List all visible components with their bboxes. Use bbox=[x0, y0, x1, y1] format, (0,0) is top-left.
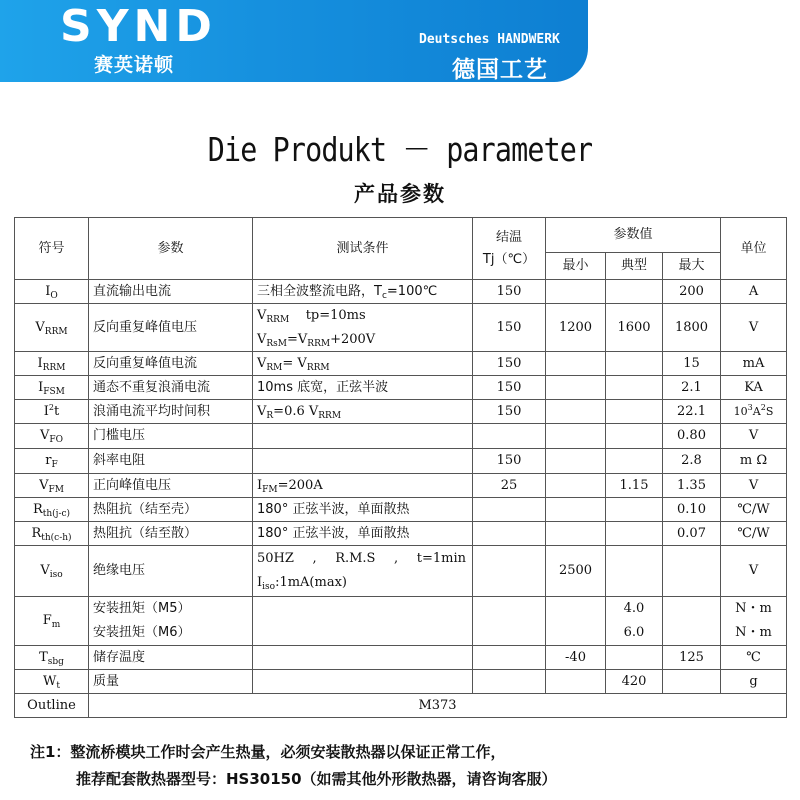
cell-min bbox=[546, 670, 606, 694]
page-title: Die Produkt － parameter bbox=[207, 130, 593, 169]
cell-tj bbox=[473, 498, 546, 522]
cell-min bbox=[546, 400, 606, 424]
tagline: Deutsches HANDWERK bbox=[419, 32, 560, 47]
cell-typ bbox=[606, 376, 663, 400]
table-row bbox=[15, 376, 787, 400]
table-row bbox=[15, 670, 787, 694]
cell-condition: $V_{RM}= V_{RRM}$ bbox=[253, 352, 473, 376]
cell-max: 1800 bbox=[663, 304, 721, 352]
cell-typ: 420 bbox=[606, 670, 663, 694]
cell-symbol: $V_{FM}$ bbox=[15, 474, 89, 498]
cell-min bbox=[546, 449, 606, 474]
cell-param: 热阻抗（结至散） bbox=[89, 522, 253, 546]
cell-param: 反向重复峰值电压 bbox=[89, 304, 253, 352]
cell-unit: N・m bbox=[721, 621, 787, 646]
cell-symbol: $V_{RRM}$ bbox=[15, 304, 89, 352]
cell-typ bbox=[606, 352, 663, 376]
cell-min: -40 bbox=[546, 646, 606, 670]
cell-min bbox=[546, 498, 606, 522]
cell-min bbox=[546, 474, 606, 498]
cell-symbol: $I_O$ bbox=[15, 280, 89, 304]
cell-tj bbox=[473, 522, 546, 546]
cell-unit: N・m bbox=[721, 597, 787, 621]
cell-unit: mA bbox=[721, 352, 787, 376]
cell-condition bbox=[253, 597, 473, 646]
cell-typ bbox=[606, 449, 663, 474]
cell-max: 0.07 bbox=[663, 522, 721, 546]
cell-param: 斜率电阻 bbox=[89, 449, 253, 474]
cell-unit: $10^3A^2S$ bbox=[721, 400, 787, 424]
cell-condition: 180° 正弦半波，单面散热 bbox=[253, 498, 473, 522]
note-line-1: 注1：整流桥模块工作时会产生热量，必须安装散热器以保证正常工作， bbox=[30, 743, 506, 761]
header-temp-bottom: Tj（℃） bbox=[482, 251, 536, 267]
cell-typ: 6.0 bbox=[606, 621, 663, 646]
cell-max: 125 bbox=[663, 646, 721, 670]
condition-line: $V_{RRM}$ tp=10ms bbox=[257, 307, 366, 325]
cell-param: 反向重复峰值电流 bbox=[89, 352, 253, 376]
cell-symbol: $T_{sbg}$ bbox=[15, 646, 89, 670]
cell-condition: 10ms 底宽，正弦半波 bbox=[253, 376, 473, 400]
cell-typ bbox=[606, 280, 663, 304]
condition-line: $V_{RsM}=V_{RRM}+200V$ bbox=[257, 331, 376, 349]
cell-param: 质量 bbox=[89, 670, 253, 694]
cell-tj: 150 bbox=[473, 376, 546, 400]
cell-condition bbox=[253, 304, 473, 352]
table-row bbox=[15, 498, 787, 522]
cell-max bbox=[663, 670, 721, 694]
cell-typ: 4.0 bbox=[606, 597, 663, 621]
header-unit: 单位 bbox=[721, 218, 787, 280]
cell-max bbox=[663, 546, 721, 597]
cell-unit: ℃ bbox=[721, 646, 787, 670]
cell-outline-label: Outline bbox=[15, 694, 89, 718]
page-subtitle: 产品参数 bbox=[354, 182, 446, 206]
cell-symbol: $V_{FO}$ bbox=[15, 424, 89, 449]
cell-symbol: $r_F$ bbox=[15, 449, 89, 474]
condition-line: 50HZ , R.M.S , t=1min bbox=[257, 551, 466, 566]
cell-symbol: $I^2t$ bbox=[15, 400, 89, 424]
condition-line: $I_{iso}:1mA(\max)$ bbox=[257, 575, 347, 592]
cell-condition: $I_{FM}=200A$ bbox=[253, 474, 473, 498]
header-min: 最小 bbox=[546, 253, 606, 280]
table-row bbox=[15, 474, 787, 498]
header-banner bbox=[0, 0, 588, 82]
cell-tj bbox=[473, 546, 546, 597]
cell-typ bbox=[606, 400, 663, 424]
cell-outline-value: M373 bbox=[89, 694, 787, 718]
cell-condition: 180° 正弦半波，单面散热 bbox=[253, 522, 473, 546]
cell-min bbox=[546, 376, 606, 400]
cell-condition bbox=[253, 646, 473, 670]
cell-symbol: $V_{iso}$ bbox=[15, 546, 89, 597]
cell-param: 门槛电压 bbox=[89, 424, 253, 449]
brand-name-cn: 赛英诺顿 bbox=[94, 54, 175, 76]
table-row-outline bbox=[15, 694, 787, 718]
cell-tj bbox=[473, 670, 546, 694]
cell-typ bbox=[606, 498, 663, 522]
cell-typ: 1.15 bbox=[606, 474, 663, 498]
cell-condition bbox=[253, 449, 473, 474]
cell-max: 22.1 bbox=[663, 400, 721, 424]
table-row bbox=[15, 400, 787, 424]
cell-param: 储存温度 bbox=[89, 646, 253, 670]
table-row bbox=[15, 449, 787, 474]
cell-min bbox=[546, 597, 606, 646]
cell-symbol: $F_m$ bbox=[15, 597, 89, 646]
header-max: 最大 bbox=[663, 253, 721, 280]
table-row bbox=[15, 546, 787, 597]
cell-tj: 150 bbox=[473, 400, 546, 424]
cell-tj: 25 bbox=[473, 474, 546, 498]
table-row bbox=[15, 522, 787, 546]
cell-param: 安装扭矩（M5） bbox=[89, 597, 253, 621]
cell-max: 15 bbox=[663, 352, 721, 376]
table-row bbox=[15, 424, 787, 449]
cell-max: 1.35 bbox=[663, 474, 721, 498]
cell-typ bbox=[606, 646, 663, 670]
cell-tj bbox=[473, 597, 546, 646]
cell-param: 正向峰值电压 bbox=[89, 474, 253, 498]
cell-unit: m Ω bbox=[721, 449, 787, 474]
cell-min bbox=[546, 280, 606, 304]
cell-condition bbox=[253, 546, 473, 597]
cell-tj bbox=[473, 424, 546, 449]
cell-param: 绝缘电压 bbox=[89, 546, 253, 597]
cell-tj bbox=[473, 646, 546, 670]
cell-min: 1200 bbox=[546, 304, 606, 352]
cell-max: 200 bbox=[663, 280, 721, 304]
table-row bbox=[15, 646, 787, 670]
cell-unit: V bbox=[721, 424, 787, 449]
header-symbol: 符号 bbox=[15, 218, 89, 280]
cell-condition: $V_R=0.6$ $V_{RRM}$ bbox=[253, 400, 473, 424]
header-junction-temp bbox=[473, 218, 546, 280]
cell-min bbox=[546, 424, 606, 449]
cell-tj: 150 bbox=[473, 352, 546, 376]
cell-symbol: $I_{RRM}$ bbox=[15, 352, 89, 376]
cell-unit: ℃/W bbox=[721, 522, 787, 546]
cell-symbol: $I_{FSM}$ bbox=[15, 376, 89, 400]
cell-unit: V bbox=[721, 304, 787, 352]
cell-typ bbox=[606, 522, 663, 546]
tagline-cn: 德国工艺 bbox=[452, 57, 548, 83]
cell-param: 通态不重复浪涌电流 bbox=[89, 376, 253, 400]
cell-symbol: $R_{th(j-c)}$ bbox=[15, 498, 89, 522]
cell-param: 热阻抗（结至壳） bbox=[89, 498, 253, 522]
cell-min: 2500 bbox=[546, 546, 606, 597]
cell-min bbox=[546, 522, 606, 546]
cell-condition bbox=[253, 424, 473, 449]
cell-unit: KA bbox=[721, 376, 787, 400]
cell-max bbox=[663, 597, 721, 646]
cell-symbol: $W_t$ bbox=[15, 670, 89, 694]
cell-param: 直流输出电流 bbox=[89, 280, 253, 304]
cell-condition: 三相全波整流电路，$T_c=100℃$ bbox=[253, 280, 473, 304]
cell-typ bbox=[606, 546, 663, 597]
table-row bbox=[15, 352, 787, 376]
table-header-row bbox=[15, 218, 787, 253]
header-temp-top: 结温 bbox=[495, 229, 522, 245]
parameter-table bbox=[14, 217, 787, 718]
cell-min bbox=[546, 352, 606, 376]
cell-unit: A bbox=[721, 280, 787, 304]
header-param: 参数 bbox=[89, 218, 253, 280]
cell-unit: V bbox=[721, 474, 787, 498]
table-row bbox=[15, 280, 787, 304]
cell-unit: V bbox=[721, 546, 787, 597]
cell-max: 2.1 bbox=[663, 376, 721, 400]
cell-param: 浪涌电流平均时间积 bbox=[89, 400, 253, 424]
cell-tj: 150 bbox=[473, 280, 546, 304]
cell-typ bbox=[606, 424, 663, 449]
cell-tj: 150 bbox=[473, 304, 546, 352]
table-row bbox=[15, 304, 787, 352]
cell-max: 0.80 bbox=[663, 424, 721, 449]
cell-condition bbox=[253, 670, 473, 694]
table-row bbox=[15, 597, 787, 621]
cell-param: 安装扭矩（M6） bbox=[89, 621, 253, 646]
note-line-2: 推荐配套散热器型号：HS30150（如需其他外形散热器，请咨询客服） bbox=[76, 770, 557, 788]
header-condition: 测试条件 bbox=[253, 218, 473, 280]
cell-unit: g bbox=[721, 670, 787, 694]
header-value: 参数值 bbox=[546, 218, 721, 253]
cell-max: 2.8 bbox=[663, 449, 721, 474]
cell-tj: 150 bbox=[473, 449, 546, 474]
cell-max: 0.10 bbox=[663, 498, 721, 522]
cell-unit: ℃/W bbox=[721, 498, 787, 522]
cell-symbol: $R_{th(c-h)}$ bbox=[15, 522, 89, 546]
header-typ: 典型 bbox=[606, 253, 663, 280]
cell-typ: 1600 bbox=[606, 304, 663, 352]
brand-logo: SYND bbox=[60, 1, 217, 52]
